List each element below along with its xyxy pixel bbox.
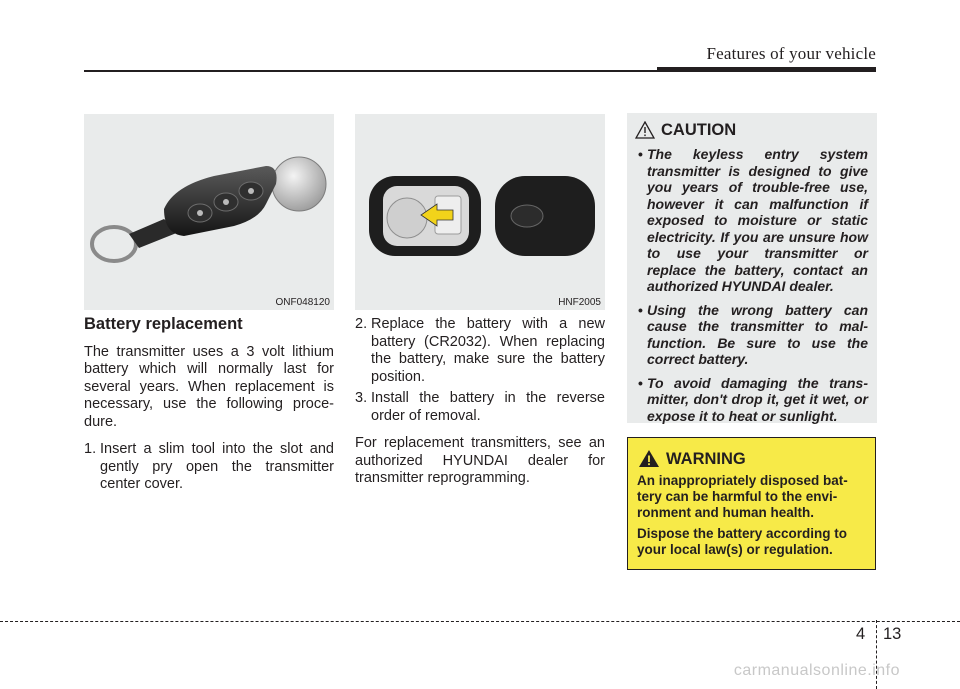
intro-paragraph: The transmitter uses a 3 volt lithium battery which will normally last for several years. When replacement is necessary, use the following proce-dure.: [84, 343, 334, 430]
chapter-number: 4: [856, 625, 866, 643]
caution-item: [638, 302, 868, 368]
step-text: Insert a slim tool into the slot and gently pry open the transmitter center cover.: [100, 441, 334, 492]
step-1: [84, 441, 334, 494]
step-2: [355, 316, 605, 386]
caution-box: [627, 113, 877, 423]
step-text: Install the battery in the reverse order of removal.: [371, 390, 605, 424]
caution-heading: [635, 121, 736, 139]
warning-paragraph: An inappropriately disposed bat-tery can be harmful to the envi-ronment and human health.: [637, 473, 848, 520]
warning-heading: [638, 449, 746, 468]
header-rule-accent: [657, 67, 876, 72]
header-title: Features of your vehicle: [706, 44, 876, 63]
warning-triangle-icon: [635, 121, 655, 139]
step-3: [355, 390, 605, 425]
dealer-note: For replacement transmitters, see an authorized HYUNDAI dealer for transmitter reprogramming.: [355, 435, 605, 486]
figure-caption: ONF048120: [275, 297, 330, 308]
warning-box: [627, 437, 876, 570]
figure-caption: HNF2005: [558, 297, 601, 308]
key-fob-illustration: [84, 114, 334, 310]
left-column: [84, 316, 334, 498]
caution-item: [638, 375, 868, 425]
caution-item-text: The keyless entry system transmitter is designed to give you years of trouble-free use, however it can malfunction if exposed to moisture or static electricity. If you are unsure how to use your transmitter or replace the battery, contact an authorized HYUNDAI dealer.: [647, 146, 868, 294]
caution-list: [638, 146, 868, 431]
open-transmitter-illustration: [355, 114, 605, 310]
figure-key-fob: [84, 114, 334, 310]
caution-item-text: To avoid damaging the trans-mitter, don't drop it, get it wet, or expose it to heat or sunlight.: [647, 374, 868, 424]
warning-body: [637, 473, 869, 563]
caution-item-text: Using the wrong battery can cause the transmitter to mal-function. Be sure to use the correct battery.: [647, 301, 868, 367]
step-number: 1.: [84, 441, 97, 457]
step-text: Replace the battery with a new battery (CR2032). When replacing the battery, make sure the battery position.: [371, 316, 605, 385]
step-number: 3.: [355, 390, 368, 406]
page-number: 13: [883, 625, 902, 643]
warning-title: WARNING: [666, 449, 746, 468]
bullet: •: [638, 146, 643, 162]
step-number: 2.: [355, 316, 368, 332]
watermark: carmanualsonline.info: [733, 662, 900, 679]
caution-title: CAUTION: [661, 120, 737, 139]
section-heading: Battery replacement: [84, 315, 243, 333]
footer-rule: [0, 621, 960, 622]
caution-item: [638, 146, 868, 295]
figure-open-transmitter: [355, 114, 605, 310]
warning-triangle-icon: [638, 449, 660, 468]
middle-column: [355, 316, 605, 498]
bullet: •: [638, 301, 643, 318]
warning-paragraph: Dispose the battery according to your local law(s) or regulation.: [637, 526, 848, 557]
bullet: •: [638, 374, 643, 391]
